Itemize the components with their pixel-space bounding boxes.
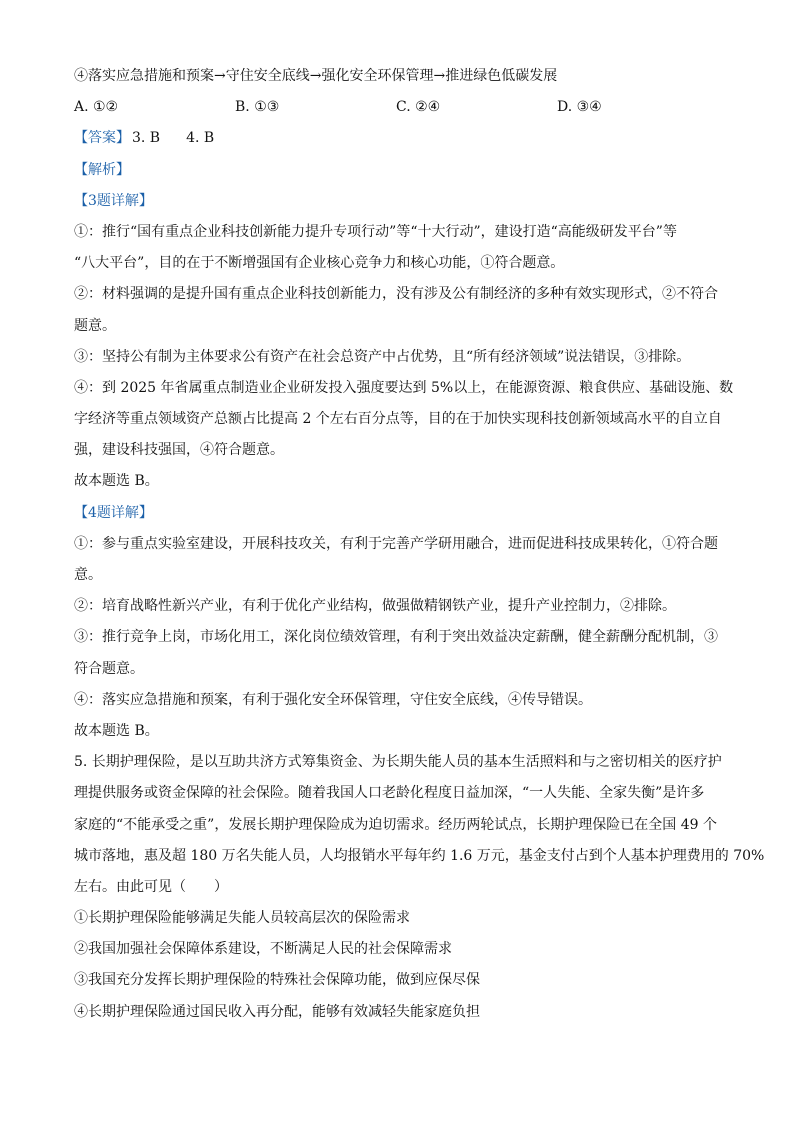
q3-line: 字经济等重点领域资产总额占比提高 2 个左右百分点等，目的在于加快实现科技创新领域高水平的自立自 [74,411,722,428]
q5-choice: ①长期护理保险能够满足失能人员较高层次的保险需求 [74,910,410,927]
q3-line: 题意。 [74,317,116,334]
q5-stem-line: 5. 长期护理保险，是以互助共济方式筹集资金、为长期失能人员的基本生活照料和与之密切相关的医疗护 [74,754,722,771]
q3-conclusion: 故本题选 B。 [74,473,159,490]
q4-line: 意。 [74,567,102,583]
q3-line: “八大平台”，目的在于不断增强国有企业核心竞争力和核心功能，①符合题意。 [74,255,565,272]
q2-options-row [74,92,726,123]
q4-line: ①：参与重点实验室建设，开展科技攻关，有利于完善产学研用融合，进而促进科技成果转化，①符合题 [74,535,718,552]
q5-choice: ③我国充分发挥长期护理保险的特殊社会保障功能，做到应保尽保 [74,972,480,989]
answer-line [74,123,726,154]
q2-option-4-line: ④落实应急措施和预案→守住安全底线→强化安全环保管理→推进绿色低碳发展 [74,68,558,84]
option-d: D. ③④ [557,99,602,116]
q3-line: ②：材料强调的是提升国有重点企业科技创新能力，没有涉及公有制经济的多种有效实现形式，②不符合 [74,286,718,303]
page-content [74,61,765,1028]
q5-stem-line: 家庭的“不能承受之重”，发展长期护理保险成为迫切需求。经历两轮试点，长期护理保险已在全国 49 个 [74,816,718,833]
q3-line: ③：坚持公有制为主体要求公有资产在社会总资产中占优势，且“所有经济领域”说法错误，③排除。 [74,348,691,365]
q4-line: ④：落实应急措施和预案，有利于强化安全环保管理，守住安全底线，④传导错误。 [74,691,592,708]
answer-q3: 3. B [132,130,161,147]
q4-detail-title: 【4题详解】 [74,504,153,521]
analysis-label: 【解析】 [74,161,130,178]
q4-line: ②：培育战略性新兴产业，有利于优化产业结构，做强做精钢铁产业，提升产业控制力，②排除。 [74,598,676,615]
q4-conclusion: 故本题选 B。 [74,722,159,739]
option-b: B. ①③ [235,99,280,116]
q5-choice: ②我国加强社会保障体系建设，不断满足人民的社会保障需求 [74,941,452,958]
q4-line: ③：推行竞争上岗，市场化用工，深化岗位绩效管理，有利于突出效益决定薪酬，健全薪酬分配机制，③ [74,629,718,646]
q3-line: ①：推行“国有重点企业科技创新能力提升专项行动”等“十大行动”，建设打造“高能级研发平台”等 [74,223,677,240]
q4-line: 符合题意。 [74,660,144,677]
q5-stem-line: 理提供服务或资金保障的社会保险。随着我国人口老龄化程度日益加深，“一人失能、全家失衡”是许多 [74,785,705,802]
option-a: A. ①② [74,99,119,116]
answer-q4: 4. B [186,130,215,147]
q3-line: 强，建设科技强国，④符合题意。 [74,442,284,459]
option-c: C. ②④ [396,99,441,116]
q5-choice: ④长期护理保险通过国民收入再分配，能够有效减轻失能家庭负担 [74,1003,480,1020]
q5-stem-line: 左右。由此可见（ ） [74,878,228,895]
q3-line: ④：到 2025 年省属重点制造业企业研发投入强度要达到 5%以上，在能源资源、粮食供应、基础设施、数 [74,379,734,396]
q5-stem-line: 城市落地，惠及超 180 万名失能人员，人均报销水平每年约 1.6 万元，基金支付占到个人基本护理费用的 70% [74,847,765,864]
q3-detail-title: 【3题详解】 [74,192,153,209]
answer-label: 【答案】 [74,130,130,147]
